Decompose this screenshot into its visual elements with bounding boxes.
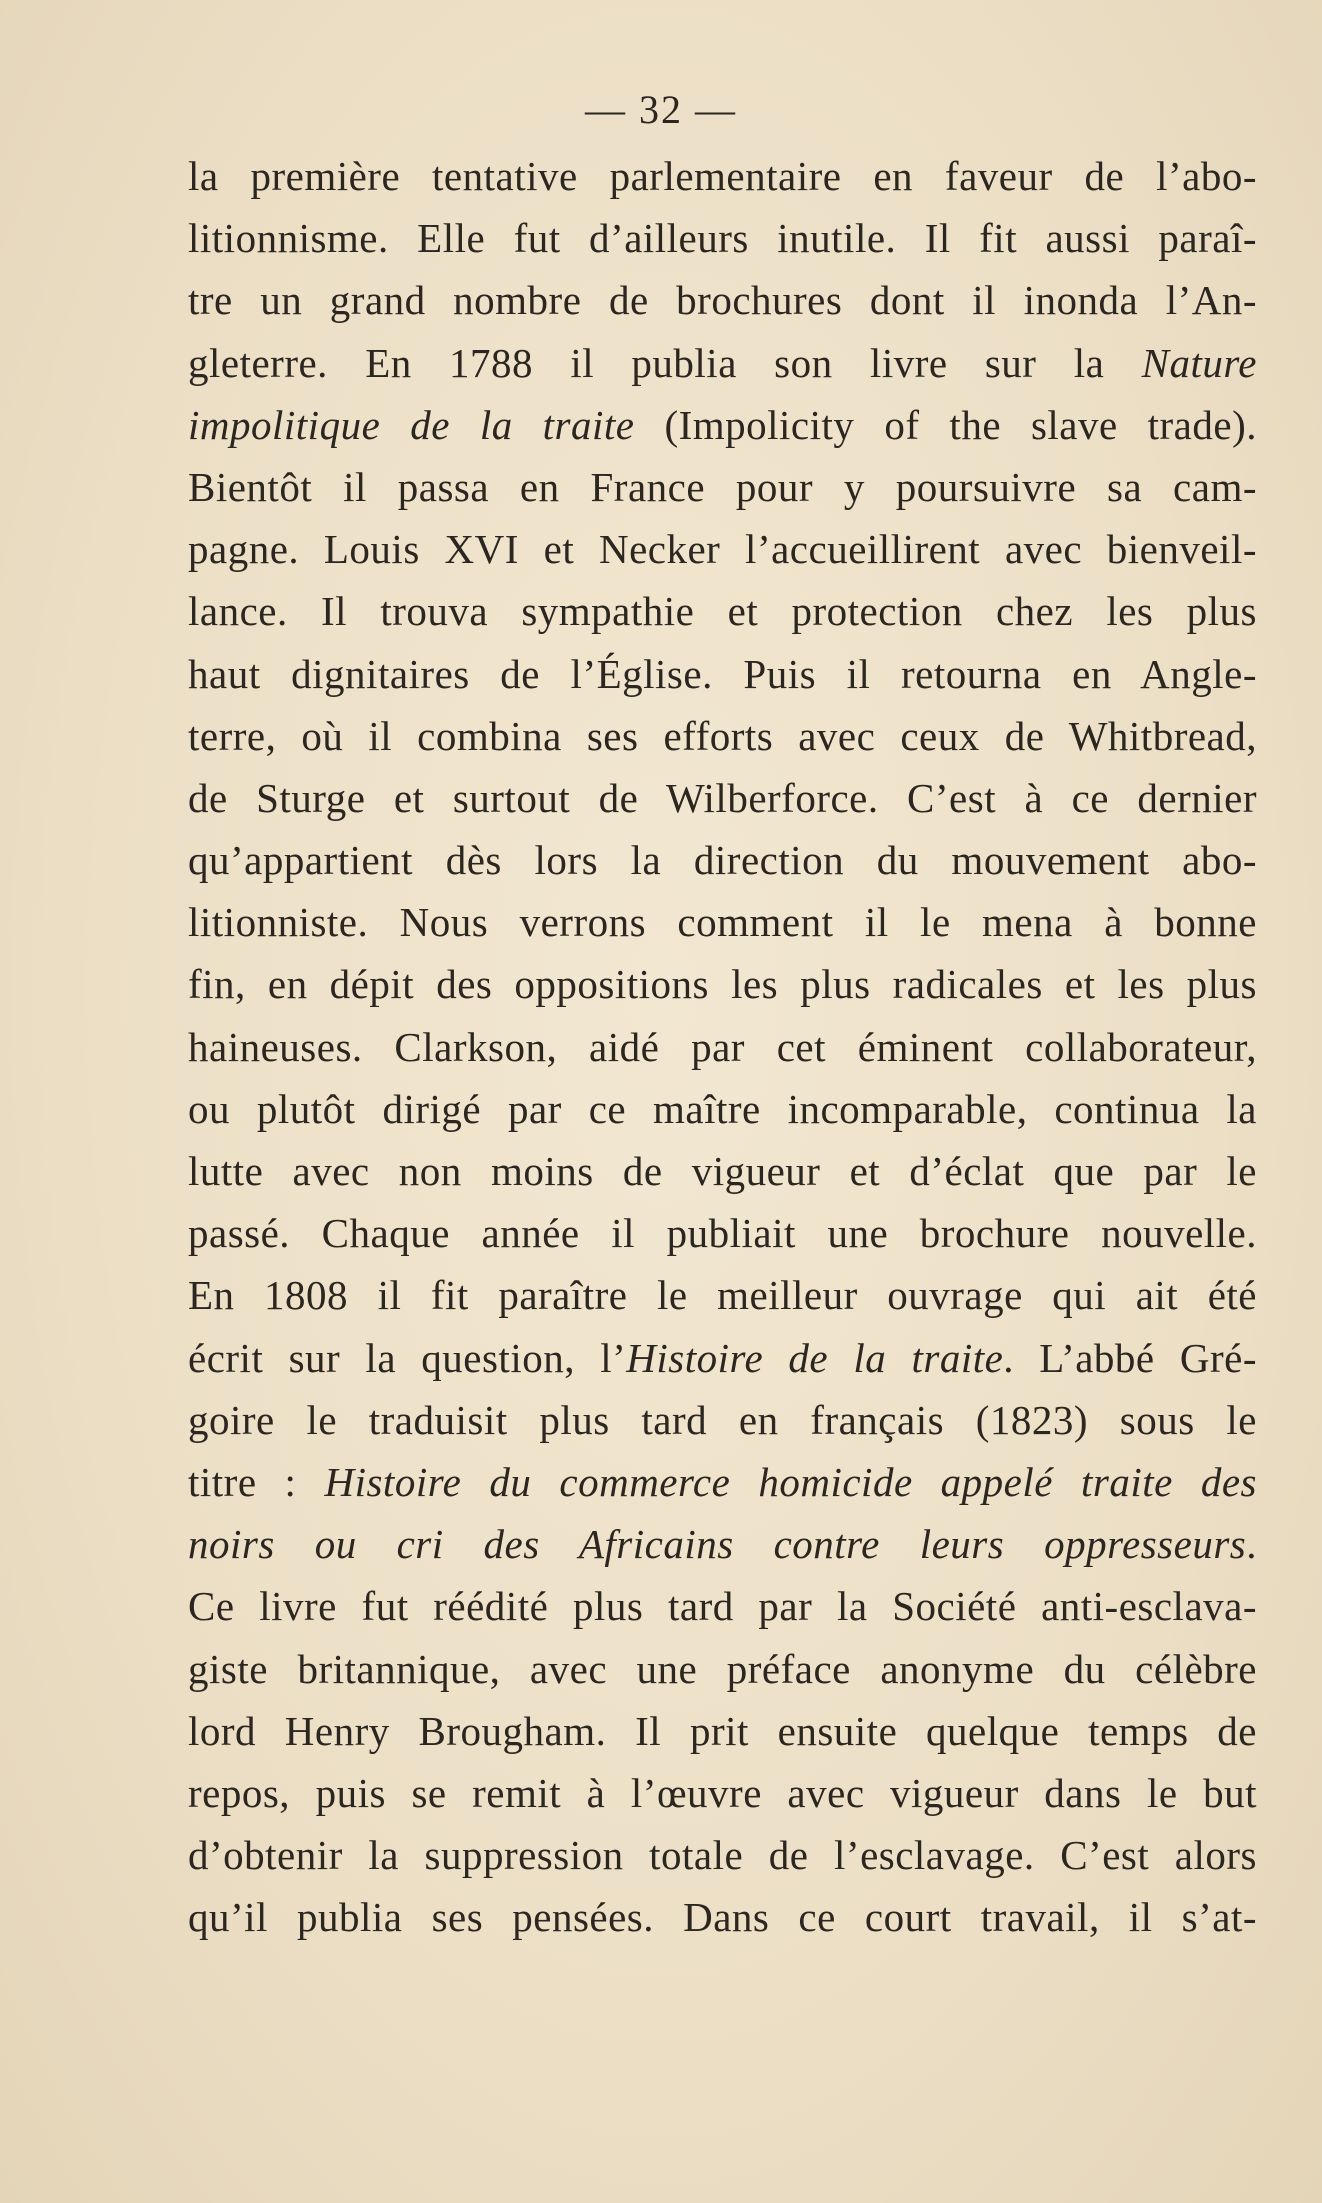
text-line [188, 1016, 1257, 1078]
text-run: litionniste. Nous verrons comment il le mena à bonne [188, 899, 1257, 946]
text-run: En 1808 il fit paraître le meilleur ouvrage qui ait été [188, 1272, 1257, 1319]
text-line [188, 1824, 1257, 1886]
text-run: tre un grand nombre de brochures dont il inonda l’An- [188, 277, 1257, 324]
text-run: titre : [188, 1458, 325, 1505]
text-line [188, 953, 1257, 1015]
text-run: lutte avec non moins de vigueur et d’éclat que par le [188, 1148, 1257, 1194]
text-run: la première tentative parlementaire en faveur de l’abo- [188, 153, 1257, 199]
text-line [188, 1638, 1257, 1700]
text-line [188, 1202, 1257, 1264]
text-run: goire le traduisit plus tard en français (1823) sous le [188, 1396, 1257, 1443]
text-line [188, 456, 1257, 518]
text-line [188, 394, 1257, 456]
text-run: qu’il publia ses pensées. Dans ce court travail, il s’at- [188, 1894, 1257, 1941]
text-run: écrit sur la question, l’ [188, 1334, 627, 1381]
page-number: — 32 — [585, 87, 737, 132]
text-run: gleterre. En 1788 il publia son livre sur la [188, 339, 1142, 386]
text-run: fin, en dépit des oppositions les plus radicales et les plus [188, 961, 1257, 1008]
text-line [188, 1513, 1257, 1575]
text-run: (Impolicity of the slave trade). [634, 401, 1257, 448]
text-line [188, 1575, 1257, 1637]
italic-title-run: Histoire de la traite [626, 1334, 1004, 1381]
text-line [188, 891, 1257, 953]
italic-title-run: noirs ou cri des Africains contre leurs oppresseurs [188, 1521, 1247, 1568]
text-run: ou plutôt dirigé par ce maître incomparable, continua la [188, 1085, 1257, 1132]
text-line [188, 269, 1257, 331]
text-line [188, 705, 1257, 767]
text-run: litionnisme. Elle fut d’ailleurs inutile. Il fit aussi paraî- [188, 215, 1257, 262]
text-run: haut dignitaires de l’Église. Puis il retourna en Angle- [188, 650, 1257, 697]
text-line [188, 1700, 1257, 1762]
text-line [188, 643, 1257, 705]
text-line [188, 1886, 1257, 1948]
text-line [188, 518, 1257, 580]
body-text [188, 145, 1257, 1948]
italic-title-run: Histoire du commerce homicide appelé traite des [324, 1458, 1257, 1505]
text-line [188, 580, 1257, 642]
text-line [188, 1389, 1257, 1451]
text-line [188, 1264, 1257, 1326]
italic-title-run: Nature [1141, 339, 1257, 386]
text-run: Ce livre fut réédité plus tard par la Société anti-esclava- [188, 1583, 1257, 1630]
text-run: passé. Chaque année il publiait une brochure nouvelle. [188, 1210, 1257, 1257]
text-line [188, 1140, 1257, 1202]
text-run: terre, où il combina ses efforts avec ceux de Whitbread, [188, 712, 1257, 759]
text-line [188, 207, 1257, 269]
text-run: . [1246, 1521, 1257, 1568]
text-run: qu’appartient dès lors la direction du mouvement abo- [188, 837, 1257, 884]
text-run: . L’abbé Gré- [1003, 1334, 1257, 1381]
text-line [188, 1327, 1257, 1389]
text-run: lord Henry Brougham. Il prit ensuite quelque temps de [188, 1707, 1257, 1754]
text-run: de Sturge et surtout de Wilberforce. C’est à ce dernier [188, 774, 1257, 821]
text-run: lance. Il trouva sympathie et protection chez les plus [188, 588, 1257, 635]
text-line [188, 1762, 1257, 1824]
text-run: Bientôt il passa en France pour y poursuivre sa cam- [188, 463, 1257, 510]
text-line [188, 829, 1257, 891]
text-run: giste britannique, avec une préface anonyme du célèbre [188, 1645, 1257, 1692]
text-line [188, 332, 1257, 394]
text-line [188, 767, 1257, 829]
text-line [188, 1451, 1257, 1513]
text-line [188, 145, 1257, 207]
text-run: repos, puis se remit à l’œuvre avec vigueur dans le but [188, 1769, 1257, 1816]
italic-title-run: impolitique de la traite [188, 401, 635, 448]
text-run: pagne. Louis XVI et Necker l’accueillirent avec bienveil- [188, 526, 1257, 573]
text-run: d’obtenir la suppression totale de l’esclavage. C’est alors [188, 1832, 1257, 1879]
text-run: haineuses. Clarkson, aidé par cet éminent collaborateur, [188, 1023, 1257, 1070]
text-line [188, 1078, 1257, 1140]
